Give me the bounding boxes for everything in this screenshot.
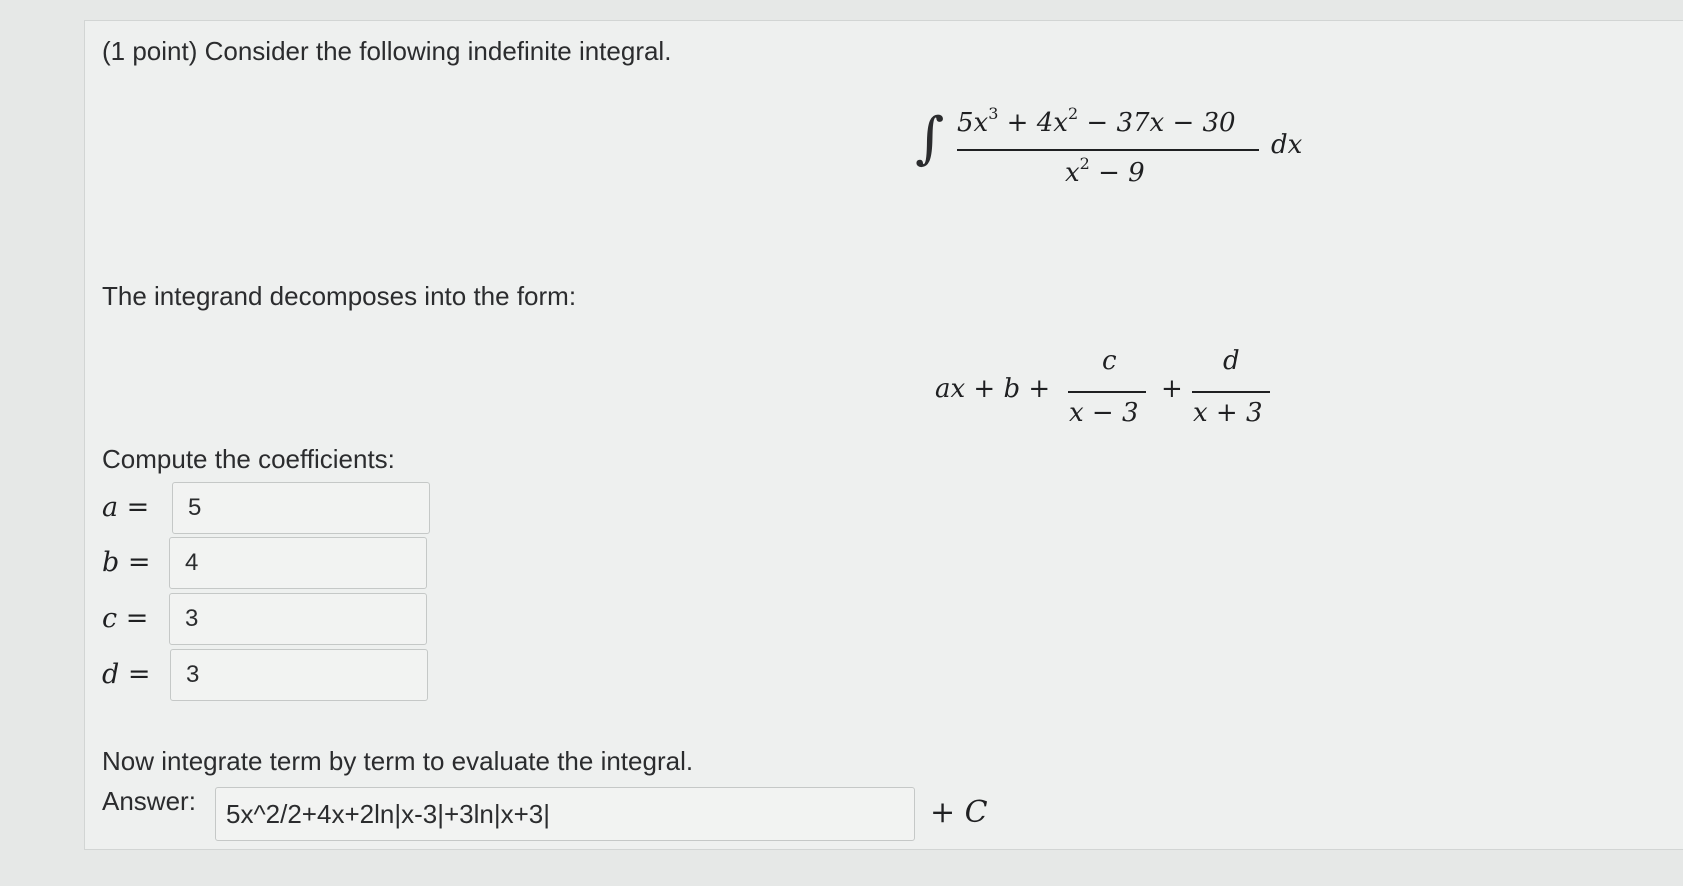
decomposition-text: The integrand decomposes into the form:: [102, 281, 577, 311]
integral-sign: ∫: [915, 106, 945, 171]
integrate-instruction: Now integrate term by term to evaluate the integral.: [102, 746, 694, 776]
coefficient-label-b: b =: [102, 547, 151, 578]
coefficient-input-d[interactable]: 3: [170, 649, 428, 701]
form-frac1-bar: [1068, 391, 1146, 393]
problem-panel: [84, 20, 1683, 850]
form-frac2-num: d: [1223, 346, 1240, 376]
form-lead: ax + b +: [935, 374, 1051, 404]
integral-numerator: $5x^3 + 4x^2 - 37x - 30$: [957, 104, 1236, 138]
coefficient-input-b[interactable]: 4: [169, 537, 427, 589]
problem-intro: (1 point) Consider the following indefinite integral.: [102, 36, 672, 66]
coefficient-label-c: c =: [102, 603, 149, 634]
integral-differential: dx: [1271, 130, 1303, 160]
form-frac2-bar: [1192, 391, 1270, 393]
integral-denominator: $x^2 - 9$: [1065, 154, 1145, 188]
form-frac1-num: c: [1102, 346, 1117, 376]
form-frac2-den: x + 3: [1193, 398, 1263, 428]
answer-label: Answer:: [102, 786, 196, 816]
plus-constant: + C: [930, 795, 988, 830]
coefficient-input-c[interactable]: 3: [169, 593, 427, 645]
coefficient-label-a: a =: [102, 492, 150, 523]
form-frac1-den: x − 3: [1069, 398, 1139, 428]
answer-input[interactable]: 5x^2/2+4x+2ln|x-3|+3ln|x+3|: [215, 787, 915, 841]
integral-fraction-bar: [957, 149, 1259, 151]
coefficient-label-d: d =: [102, 659, 151, 690]
form-plus: +: [1161, 374, 1183, 404]
compute-text: Compute the coefficients:: [102, 444, 395, 474]
coefficient-input-a[interactable]: 5: [172, 482, 430, 534]
